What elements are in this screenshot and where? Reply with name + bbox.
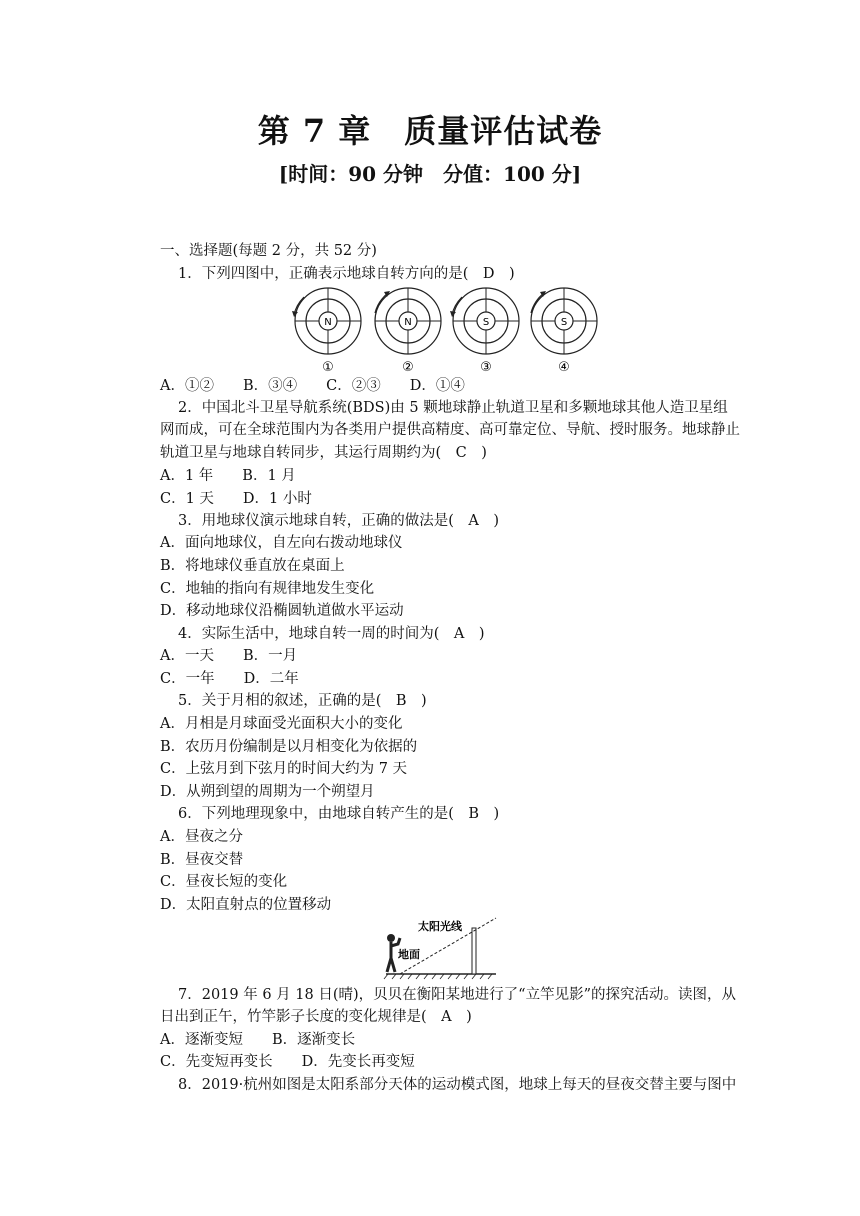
answer-option: D．太阳直射点的位置移动 bbox=[160, 897, 332, 913]
pole-letter: S bbox=[482, 317, 490, 328]
answer-option: B．将地球仪垂直放在桌面上 bbox=[160, 558, 345, 574]
pole-shadow-figure bbox=[378, 914, 500, 980]
answer-options: C．1 天 D．1 小时 bbox=[160, 491, 312, 507]
answer-option: C．昼夜长短的变化 bbox=[160, 874, 288, 890]
answer-options: C．一年 D．二年 bbox=[160, 671, 299, 687]
diagram-label: ② bbox=[402, 360, 414, 375]
question-line: 1．下列四图中，正确表示地球自转方向的是( D ) bbox=[178, 266, 515, 282]
answer-options: A．一天 B．一月 bbox=[160, 648, 298, 664]
answer-options: A．1 年 B．1 月 bbox=[160, 468, 296, 484]
question-line: 日出到正午，竹竿影子长度的变化规律是( A ) bbox=[160, 1009, 472, 1025]
pole-letter: N bbox=[404, 317, 412, 328]
answer-options: C．先变短再变长 D．先变长再变短 bbox=[160, 1054, 415, 1070]
page-title: 第 7 章 质量评估试卷 bbox=[257, 112, 603, 150]
rotation-diagram-2 bbox=[375, 288, 441, 375]
answer-option: B．昼夜交替 bbox=[160, 852, 244, 868]
answer-option: A．月相是月球面受光面积大小的变化 bbox=[160, 716, 403, 732]
ground-label: 地面 bbox=[398, 948, 420, 961]
bamboo-pole bbox=[472, 928, 476, 974]
question-line: 2．中国北斗卫星导航系统(BDS)由 5 颗地球静止轨道卫星和多颗地球其他人造卫星组 bbox=[178, 400, 728, 416]
pole-letter: N bbox=[324, 317, 332, 328]
answer-options: A．①② B．③④ C．②③ D．①④ bbox=[160, 378, 465, 394]
question-line: 轨道卫星与地球自转同步，其运行周期约为( C ) bbox=[160, 445, 487, 461]
sun-ray-label: 太阳光线 bbox=[418, 920, 462, 933]
answer-option: D．移动地球仪沿椭圆轨道做水平运动 bbox=[160, 603, 404, 619]
diagram-label: ④ bbox=[558, 360, 570, 375]
answer-options: A．逐渐变短 B．逐渐变长 bbox=[160, 1032, 356, 1048]
answer-option: A．面向地球仪，自左向右拨动地球仪 bbox=[160, 535, 403, 551]
rotation-diagram-4 bbox=[531, 288, 597, 375]
pole-letter: S bbox=[560, 317, 568, 328]
question-line: 7．2019 年 6 月 18 日(晴)，贝贝在衡阳某地进行了“立竿见影”的探究活动。读图，从 bbox=[178, 987, 736, 1003]
question-line: 4．实际生活中，地球自转一周的时间为( A ) bbox=[178, 626, 485, 642]
rotation-figure bbox=[280, 285, 610, 377]
answer-option: C．上弦月到下弦月的时间大约为 7 天 bbox=[160, 761, 408, 777]
question-line: 网而成，可在全球范围内为各类用户提供高精度、高可靠定位、导航、授时服务。地球静止 bbox=[160, 422, 740, 438]
answer-option: A．昼夜之分 bbox=[160, 829, 243, 845]
page-subtitle: [时间：90 分钟 分值：100 分] bbox=[278, 162, 582, 186]
rotation-diagram-3 bbox=[450, 288, 519, 375]
rotation-diagram-1 bbox=[292, 288, 361, 375]
diagram-label: ① bbox=[322, 360, 334, 375]
question-line: 8．2019·杭州如图是太阳系部分天体的运动模式图，地球上每天的昼夜交替主要与图中 bbox=[178, 1077, 737, 1093]
answer-option: C．地轴的指向有规律地发生变化 bbox=[160, 581, 375, 597]
section-heading: 一、选择题(每题 2 分，共 52 分) bbox=[160, 243, 377, 259]
question-line: 6．下列地理现象中，由地球自转产生的是( B ) bbox=[178, 806, 500, 822]
diagram-label: ③ bbox=[480, 360, 492, 375]
answer-option: D．从朔到望的周期为一个朔望月 bbox=[160, 784, 375, 800]
question-line: 3．用地球仪演示地球自转，正确的做法是( A ) bbox=[178, 513, 500, 529]
answer-option: B．农历月份编制是以月相变化为依据的 bbox=[160, 739, 418, 755]
question-line: 5．关于月相的叙述，正确的是( B ) bbox=[178, 693, 427, 709]
